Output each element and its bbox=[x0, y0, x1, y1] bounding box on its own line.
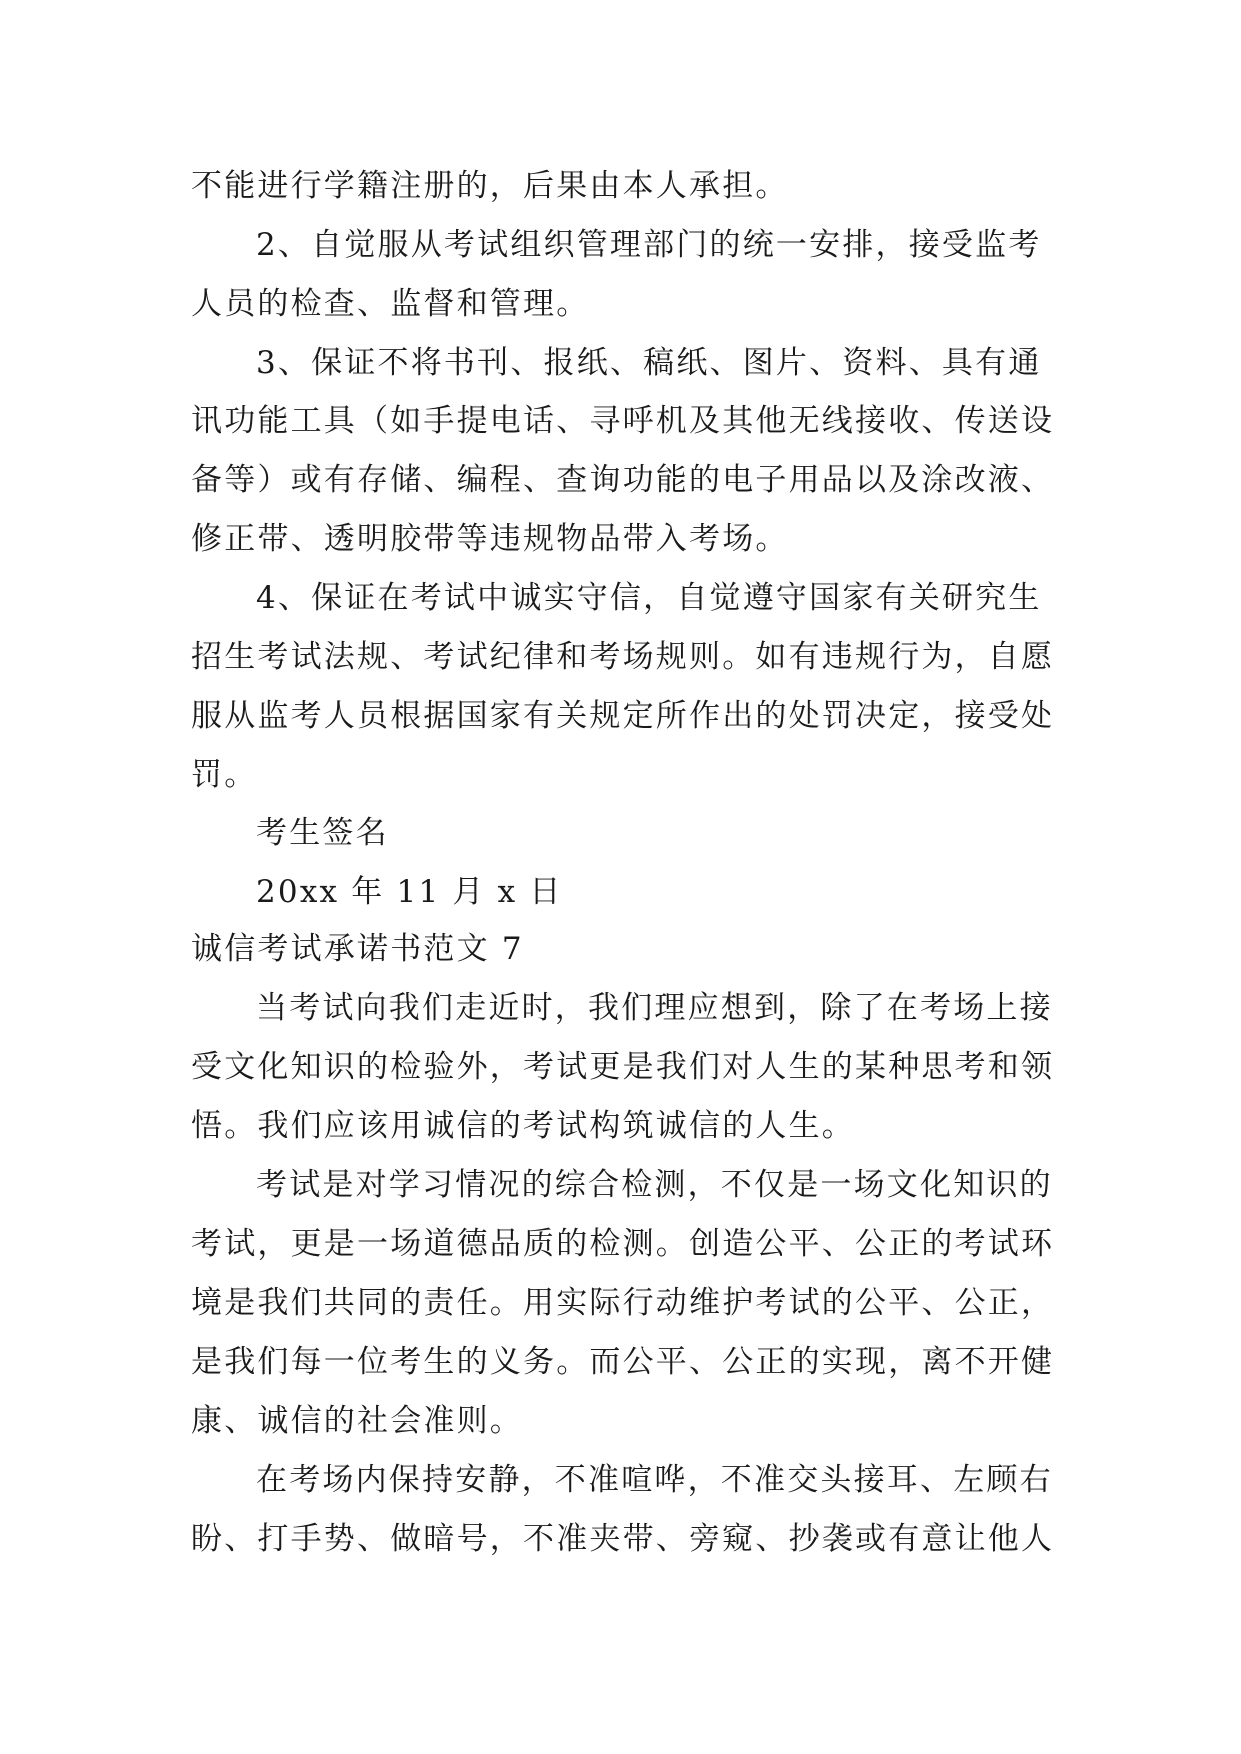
text-line: 受文化知识的检验外，考试更是我们对人生的某种思考和领 bbox=[191, 1049, 1055, 1085]
text-line: 考试，更是一场道德品质的检测。创造公平、公正的考试环 bbox=[191, 1226, 1055, 1262]
text-line: 3、保证不将书刊、报纸、稿纸、图片、资料、具有通 bbox=[256, 345, 1042, 381]
text-line: 当考试向我们走近时，我们理应想到，除了在考场上接 bbox=[256, 990, 1053, 1026]
text-line: 罚。 bbox=[191, 757, 258, 793]
text-line: 在考场内保持安静，不准喧哗，不准交头接耳、左顾右 bbox=[256, 1462, 1053, 1498]
text-line: 盼、打手势、做暗号，不准夹带、旁窥、抄袭或有意让他人 bbox=[191, 1521, 1055, 1557]
text-line: 康、诚信的社会准则。 bbox=[191, 1403, 523, 1439]
text-line: 4、保证在考试中诚实守信，自觉遵守国家有关研究生 bbox=[256, 580, 1042, 616]
text-line: 人员的检查、监督和管理。 bbox=[191, 286, 590, 322]
text-line: 备等）或有存储、编程、查询功能的电子用品以及涂改液、 bbox=[191, 462, 1055, 498]
text-line: 2、自觉服从考试组织管理部门的统一安排，接受监考 bbox=[256, 227, 1042, 263]
text-line: 考试是对学习情况的综合检测，不仅是一场文化知识的 bbox=[256, 1167, 1053, 1203]
section-heading: 诚信考试承诺书范文 7 bbox=[191, 931, 524, 967]
text-line: 境是我们共同的责任。用实际行动维护考试的公平、公正， bbox=[191, 1285, 1055, 1321]
date-line: 20xx 年 11 月 x 日 bbox=[256, 874, 563, 910]
text-line: 服从监考人员根据国家有关规定所作出的处罚决定，接受处 bbox=[191, 698, 1055, 734]
text-line: 修正带、透明胶带等违规物品带入考场。 bbox=[191, 521, 789, 557]
text-line: 讯功能工具（如手提电话、寻呼机及其他无线接收、传送设 bbox=[191, 403, 1055, 439]
text-line: 悟。我们应该用诚信的考试构筑诚信的人生。 bbox=[191, 1108, 855, 1144]
text-line: 不能进行学籍注册的，后果由本人承担。 bbox=[191, 168, 789, 204]
text-line: 是我们每一位考生的义务。而公平、公正的实现，离不开健 bbox=[191, 1344, 1055, 1380]
signature-label: 考生签名 bbox=[256, 815, 389, 851]
text-line: 招生考试法规、考试纪律和考场规则。如有违规行为，自愿 bbox=[191, 639, 1055, 675]
